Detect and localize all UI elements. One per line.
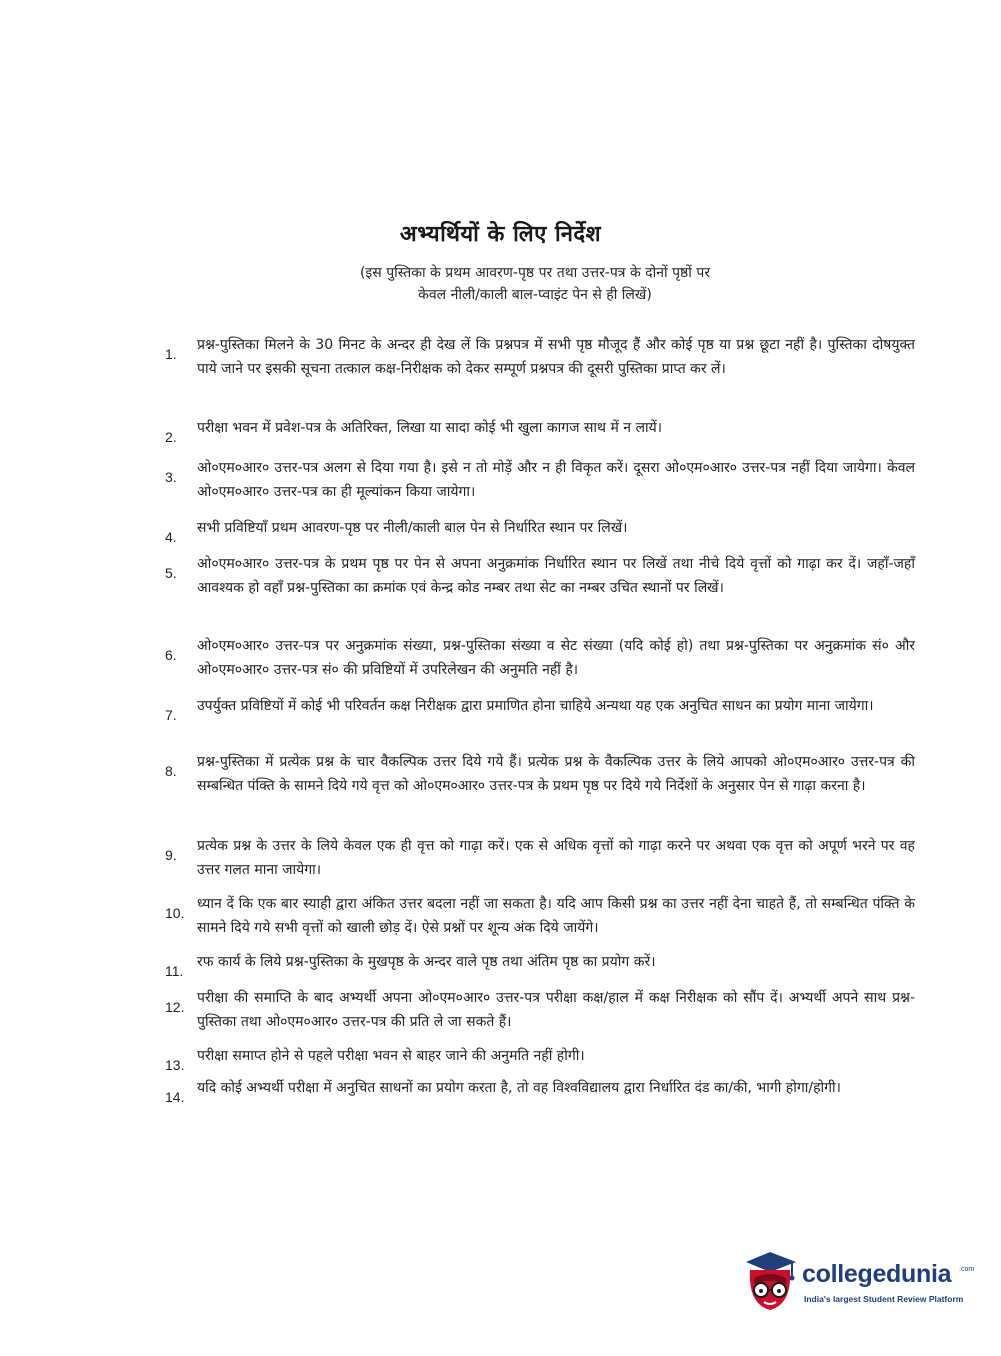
instruction-item-3	[165, 456, 915, 516]
instruction-item-12	[165, 986, 915, 1044]
instruction-text: प्रश्न-पुस्तिका मिलने के 30 मिनट के अन्दर ही देख लें कि प्रश्नपत्र में सभी पृष्ठ मौजूद हैं और कोई पृष्ठ या प्रश्न छूटा नहीं है। पुस्तिका दोषयुक्त पाये जाने पर इसकी सूचना तत्काल कक्ष-निरीक्षक को देकर सम्पूर्ण प्रश्नपत्र की दूसरी पुस्तिका प्राप्त कर लें।	[197, 337, 915, 377]
instruction-number: 4.	[165, 529, 177, 545]
instruction-text: परीक्षा की समाप्ति के बाद अभ्यर्थी अपना ओ०एम०आर० उत्तर-पत्र परीक्षा कक्ष/हाल में कक्ष निरीक्षक को सौंप दें। अभ्यर्थी अपने साथ प्रश्न-पुस्तिका तथा ओ०एम०आर० उत्तर-पत्र की प्रति ले जा सकते हैं।	[197, 990, 915, 1030]
brand-domain-suffix: .com	[959, 1266, 975, 1273]
instruction-text: प्रत्येक प्रश्न के उत्तर के लिये केवल एक ही वृत्त को गाढ़ा करें। एक से अधिक वृत्तों को गाढ़ा करने पर अथवा एक वृत्त को अपूर्ण भरने पर वह उत्तर गलत माना जायेगा।	[197, 838, 915, 878]
instruction-number: 6.	[165, 647, 177, 663]
instruction-text: यदि कोई अभ्यर्थी परीक्षा में अनुचित साधनों का प्रयोग करता है, तो वह विश्वविद्यालय द्वारा निर्धारित दंड का/की, भागी होगा/होगी।	[197, 1080, 841, 1096]
instruction-text: ओ०एम०आर० उत्तर-पत्र पर अनुक्रमांक संख्या, प्रश्न-पुस्तिका संख्या व सेट संख्या (यदि कोई हो) तथा प्रश्न-पुस्तिका पर अनुक्रमांक सं० और ओ०एम०आर० उत्तर-पत्र सं० की प्रविष्टियों में उपरिलेखन की अनुमति नहीं है।	[197, 638, 915, 678]
instruction-number: 13.	[165, 1057, 185, 1073]
brand-tagline: India's largest Student Review Platform	[804, 1294, 964, 1304]
instruction-text: ओ०एम०आर० उत्तर-पत्र अलग से दिया गया है। इसे न तो मोड़ें और न ही विकृत करें। दूसरा ओ०एम०आर० उत्तर-पत्र नहीं दिया जायेगा। केवल ओ०एम०आर० उत्तर-पत्र का ही मूल्यांकन किया जायेगा।	[197, 460, 915, 500]
instruction-text: रफ कार्य के लिये प्रश्न-पुस्तिका के मुखपृष्ठ के अन्दर वाले पृष्ठ तथा अंतिम पृष्ठ का प्रयोग करें।	[197, 954, 656, 970]
instruction-text: प्रश्न-पुस्तिका में प्रत्येक प्रश्न के चार वैकल्पिक उत्तर दिये गये हैं। प्रत्येक प्रश्न के वैकल्पिक उत्तर के लिये आपको ओ०एम०आर० उत्तर-पत्र की सम्बन्धित पंक्ति के सामने दिये गये वृत्त को ओ०एम०आर० उत्तर-पत्र के प्रथम पृष्ठ पर दिये गये निर्देशों के अनुसार पेन से गाढ़ा करना है।	[197, 754, 915, 794]
collegedunia-watermark	[740, 1248, 980, 1318]
instruction-item-13	[165, 1044, 915, 1076]
instruction-item-6	[165, 634, 915, 694]
page-title: अभ्यर्थियों के लिए निर्देश	[399, 222, 602, 247]
instruction-number: 1.	[165, 346, 177, 362]
mascot-face-icon	[740, 1248, 800, 1314]
instruction-item-11	[165, 950, 915, 986]
instruction-number: 9.	[165, 847, 177, 863]
instruction-item-2	[165, 416, 915, 456]
instruction-number: 14.	[165, 1089, 185, 1105]
instruction-number: 11.	[165, 963, 184, 979]
instruction-item-4	[165, 516, 915, 552]
instruction-item-1	[165, 333, 915, 416]
instruction-list	[165, 333, 915, 1126]
subtitle-line-1: (इस पुस्तिका के प्रथम आवरण-पृष्ठ पर तथा उत्तर-पत्र के दोनों पृष्ठों पर	[359, 265, 711, 281]
instruction-number: 5.	[165, 565, 177, 581]
instruction-text: परीक्षा समाप्त होने से पहले परीक्षा भवन से बाहर जाने की अनुमति नहीं होगी।	[197, 1048, 585, 1064]
page-subtitle	[250, 262, 820, 306]
subtitle-line-2: केवल नीली/काली बाल-प्वाइंट पेन से ही लिखें)	[418, 287, 652, 303]
instruction-number: 10.	[165, 905, 185, 921]
instruction-item-9	[165, 834, 915, 892]
brand-name: collegedunia	[802, 1260, 952, 1288]
instruction-item-10	[165, 892, 915, 950]
instruction-text: ओ०एम०आर० उत्तर-पत्र के प्रथम पृष्ठ पर पेन से अपना अनुक्रमांक निर्धारित स्थान पर लिखें तथा नीचे दिये वृत्तों को गाढ़ा कर दें। जहाँ-जहाँ आवश्यक हो वहाँ प्रश्न-पुस्तिका का क्रमांक एवं केन्द्र कोड नम्बर तथा सेट का नम्बर उचित स्थानों पर लिखें।	[197, 556, 915, 596]
instruction-number: 12.	[165, 999, 185, 1015]
instruction-number: 8.	[165, 763, 177, 779]
instruction-number: 3.	[165, 469, 177, 485]
instruction-text: सभी प्रविष्टियाँ प्रथम आवरण-पृष्ठ पर नीली/काली बाल पेन से निर्धारित स्थान पर लिखें।	[197, 520, 628, 536]
instruction-text: उपर्युक्त प्रविष्टियों में कोई भी परिवर्तन कक्ष निरीक्षक द्वारा प्रमाणित होना चाहिये अन्यथा यह एक अनुचित साधन का प्रयोग माना जायेगा।	[197, 698, 874, 714]
instruction-item-14	[165, 1076, 915, 1126]
instruction-number: 7.	[165, 707, 177, 723]
instruction-text: ध्यान दें कि एक बार स्याही द्वारा अंकित उत्तर बदला नहीं जा सकता है। यदि आप किसी प्रश्न का उत्तर नहीं देना चाहते हैं, तो सम्बन्धित पंक्ति के सामने दिये गये सभी वृत्तों को खाली छोड़ दें। ऐसे प्रश्नों पर शून्य अंक दिये जायेंगे।	[197, 896, 915, 936]
instruction-item-8	[165, 750, 915, 834]
instruction-number: 2.	[165, 429, 177, 445]
instruction-text: परीक्षा भवन में प्रवेश-पत्र के अतिरिक्त, लिखा या सादा कोई भी खुला कागज साथ में न लायें।	[197, 420, 663, 436]
instruction-item-5	[165, 552, 915, 634]
instruction-item-7	[165, 694, 915, 750]
